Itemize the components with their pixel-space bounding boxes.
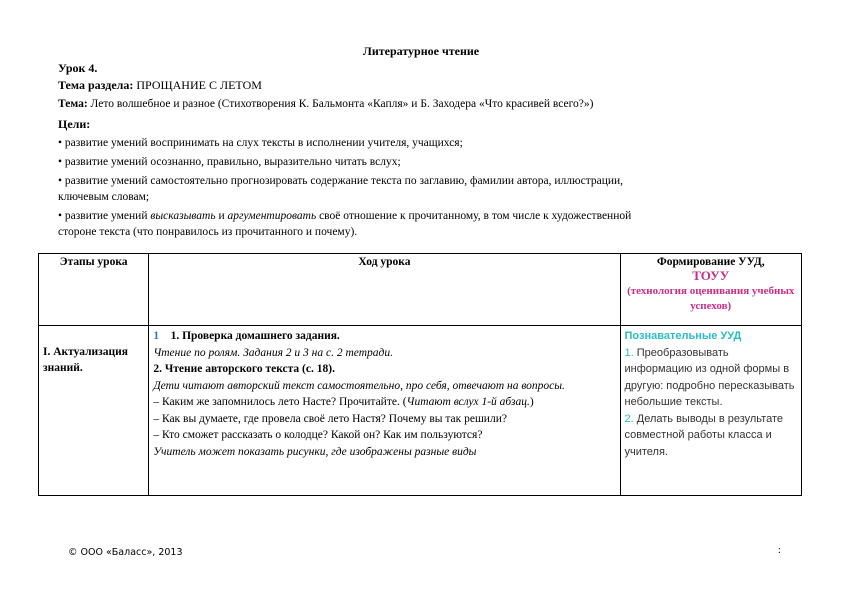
header-course: Ход урока <box>149 254 620 326</box>
course-line <box>153 328 615 345</box>
course-italic: Читают вслух 1-й абзац. <box>406 396 530 408</box>
uud-number: 1. <box>624 346 634 359</box>
goal-item-4-cont: стороне текста (что понравилось из прочитанного и почему). <box>58 226 358 238</box>
course-line: – Как вы думаете, где провела своё лето Настя? Почему вы так решили? <box>153 412 507 425</box>
goal-item: • развитие умений воспринимать на слух тексты в исполнении учителя, учащихся; <box>58 137 463 149</box>
topic-label: Тема: <box>58 98 88 110</box>
stage-cell: I. Актуализация знаний. <box>39 326 149 496</box>
page-title: Литературное чтение <box>362 44 480 58</box>
course-heading: 1. Проверка домашнего задания. <box>170 330 340 342</box>
goal4-text: и <box>215 210 228 222</box>
course-text: – Каким же запомнилось лето Насте? Прочитайте. ( <box>153 396 407 408</box>
uud-text: Преобразовывать информацию из одной формы в другую: подробно пересказывать небольшие тексты. <box>624 346 795 408</box>
course-line: Чтение по ролям. Задания 2 и 3 на с. 2 тетради. <box>153 346 393 359</box>
topic-line <box>58 97 798 112</box>
course-cell <box>149 326 620 496</box>
goal4-italic: аргументировать <box>227 210 317 222</box>
footer-mark: : <box>778 545 781 556</box>
course-line: Дети читают авторский текст самостоятельно, про себя, отвечают на вопросы. <box>153 379 565 392</box>
header-uud <box>620 254 801 326</box>
section-line <box>58 78 798 93</box>
uud-cell <box>620 326 801 496</box>
course-line: – Кто сможет рассказать о колодце? Какой он? Как им пользуются? <box>153 429 483 441</box>
uud-number: 2. <box>624 412 634 425</box>
uud-item <box>625 345 797 411</box>
lesson-number: Урок 4. <box>58 61 98 75</box>
topic-value: Лето волшебное и разное (Стихотворения К. Бальмонта «Капля» и Б. Заходера «Что красивей всего?») <box>90 98 594 110</box>
goal4-italic: высказывать <box>150 210 216 222</box>
lesson-table <box>38 253 802 496</box>
list-number: 1 <box>153 330 160 342</box>
section-label: Тема раздела: <box>58 78 134 92</box>
header-stages: Этапы урока <box>39 254 149 326</box>
uud-item <box>625 411 797 461</box>
course-text: ) <box>529 396 534 408</box>
section-value: ПРОЩАНИЕ С ЛЕТОМ <box>136 78 262 92</box>
course-line: Учитель может показать рисунки, где изображены разные виды <box>153 445 477 458</box>
uud-text: Делать выводы в результате совместной работы класса и учителя. <box>624 412 783 458</box>
table-header-row <box>39 254 802 326</box>
goal4-text: своё отношение к прочитанному, в том числе к художественной <box>316 210 632 222</box>
header-touu-expl: (технология оценивания учебных успехов) <box>627 285 795 312</box>
goal4-text: • развитие умений <box>58 210 151 222</box>
footer-copyright: © ООО «Баласс», 2013 <box>68 547 183 558</box>
table-row <box>39 326 802 496</box>
course-line: 2. Чтение авторского текста (с. 18). <box>153 363 335 375</box>
course-line <box>153 394 615 411</box>
uud-heading: Познавательные УУД <box>624 330 742 342</box>
header-uud-title: Формирование УУД, <box>656 256 765 268</box>
goals-label: Цели: <box>58 117 91 131</box>
header-touu: ТОУУ <box>692 268 730 283</box>
goal-item: • развитие умений самостоятельно прогнозировать содержание текста по заглавию, фамилии автора, иллюстрации, <box>58 175 624 187</box>
goal-item: ключевым словам; <box>58 191 150 203</box>
goal-item: • развитие умений осознанно, правильно, выразительно читать вслух; <box>58 156 401 168</box>
goal-item-4 <box>58 209 788 224</box>
